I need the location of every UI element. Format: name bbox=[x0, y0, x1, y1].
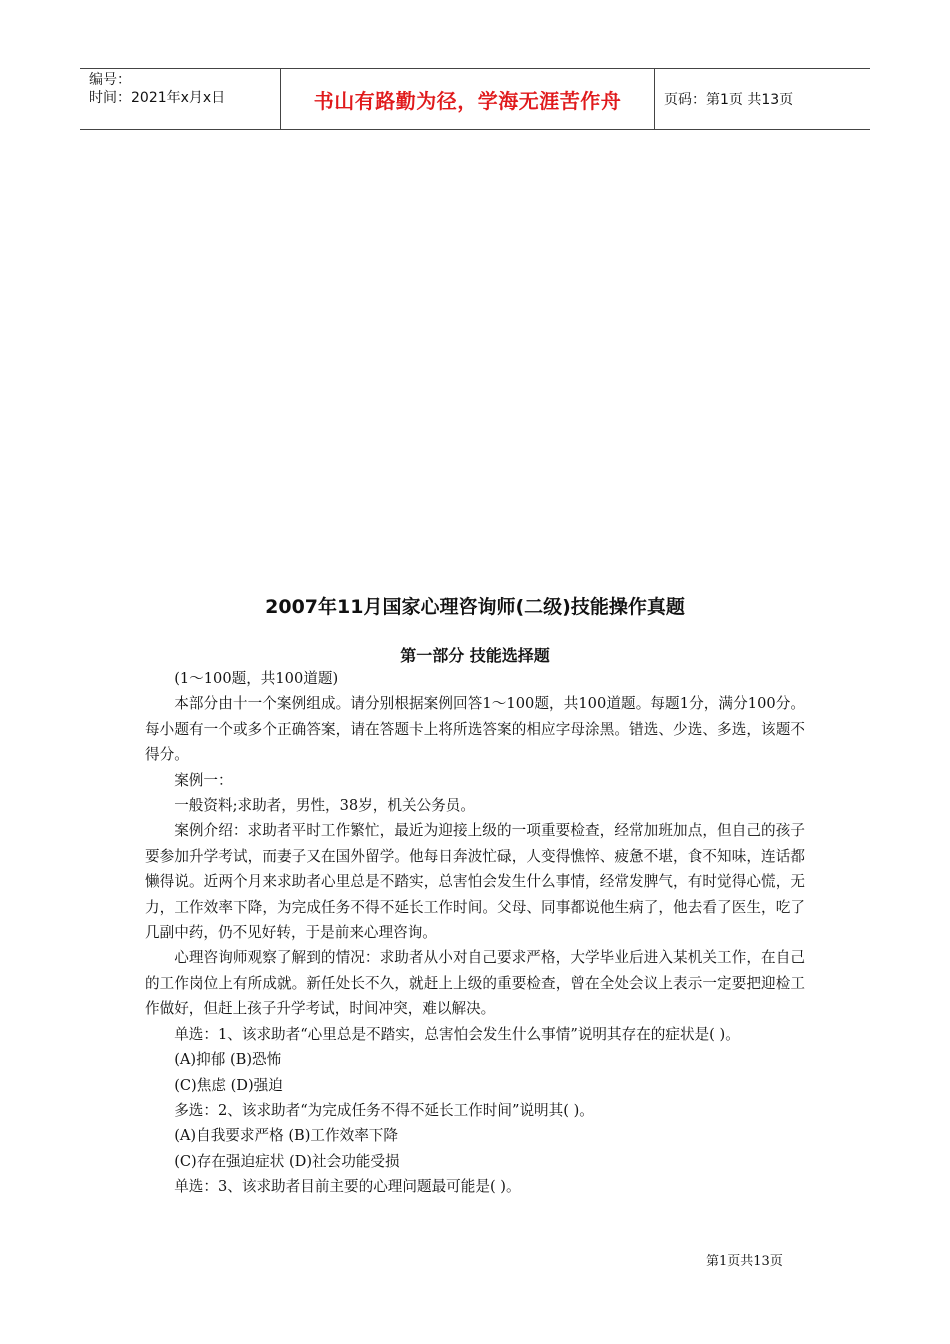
page-footer: 第1页共13页 bbox=[706, 1254, 783, 1269]
document-body bbox=[145, 666, 805, 1200]
paragraph: 一般资料;求助者，男性，38岁，机关公务员。 bbox=[174, 797, 475, 815]
page-header bbox=[80, 68, 870, 130]
doc-number-label: 编号： bbox=[89, 72, 131, 88]
question: 单选：1、该求助者“心里总是不踏实，总害怕会发生什么事情”说明其存在的症状是( )。 bbox=[174, 1025, 740, 1043]
doc-time-label: 时间：2021年x月x日 bbox=[89, 90, 226, 106]
answer-options: (C)焦虑 (D)强迫 bbox=[174, 1076, 283, 1094]
answer-options: (A)抑郁 (B)恐怖 bbox=[174, 1051, 282, 1069]
paragraph: (1～100题，共100道题) bbox=[174, 670, 339, 687]
question: 多选：2、该求助者“为完成任务不得不延长工作时间”说明其( )。 bbox=[174, 1101, 594, 1119]
paragraph: 本部分由十一个案例组成。请分别根据案例回答1～100题，共100道题。每题1分，满分100分。每小题有一个或多个正确答案，请在答题卡上将所选答案的相应字母涂黑。错选、少选、多选，该题不得分。 bbox=[145, 695, 805, 764]
answer-options: (C)存在强迫症状 (D)社会功能受损 bbox=[174, 1152, 400, 1170]
answer-options: (A)自我要求严格 (B)工作效率下降 bbox=[174, 1127, 398, 1145]
header-page-label: 页码：第1页 共13页 bbox=[664, 92, 794, 108]
paragraph: 案例一： bbox=[174, 771, 233, 789]
document-title: 2007年11月国家心理咨询师(二级)技能操作真题 bbox=[265, 596, 685, 618]
header-meta bbox=[80, 69, 281, 129]
question: 单选：3、该求助者目前主要的心理问题最可能是( )。 bbox=[174, 1178, 521, 1196]
paragraph: 心理咨询师观察了解到的情况：求助者从小对自己要求严格，大学毕业后进入某机关工作，在自己的工作岗位上有所成就。新任处长不久，就赶上上级的重要检查，曾在全处会议上表示一定要把迎检工作做好，但赶上孩子升学考试，时间冲突，难以解决。 bbox=[145, 949, 805, 1018]
paragraph: 案例介绍：求助者平时工作繁忙，最近为迎接上级的一项重要检查，经常加班加点，但自己的孩子要参加升学考试，而妻子又在国外留学。他每日奔波忙碌，人变得憔悴、疲惫不堪，食不知味，连话都懒得说。近两个月来求助者心里总是不踏实，总害怕会发生什么事情，经常发脾气，有时觉得心慌，无力，工作效率下降，为完成任务不得不延长工作时间。父母、同事都说他生病了，他去看了医生，吃了几副中药，仍不见好转，于是前来心理咨询。 bbox=[145, 822, 805, 942]
header-motto: 书山有路勤为径，学海无涯苦作舟 bbox=[281, 69, 655, 129]
section-title: 第一部分 技能选择题 bbox=[400, 646, 550, 665]
